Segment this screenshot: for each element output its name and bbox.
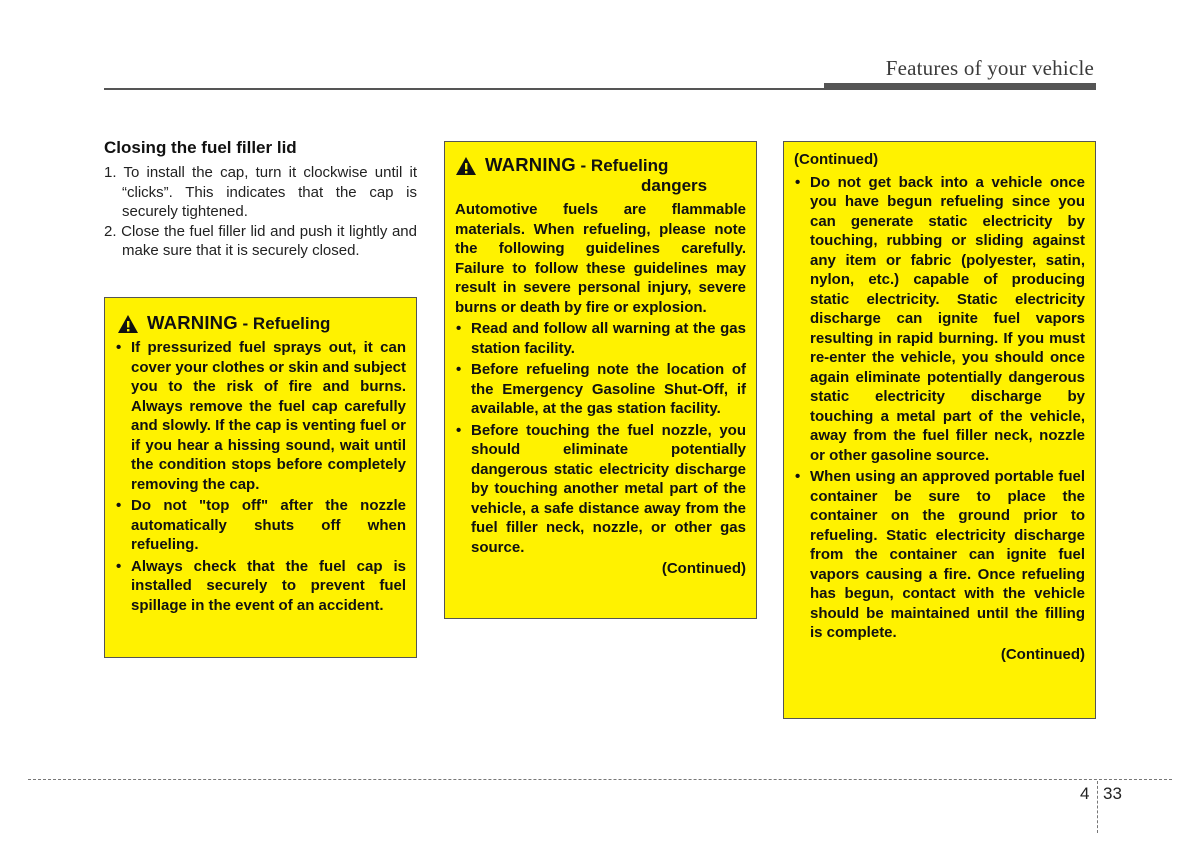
warning-box-refueling-dangers	[444, 141, 757, 619]
header-title: Features of your vehicle	[885, 56, 1094, 80]
warning-bullet: • When using an approved portable fuel container be sure to place the container on the ground prior to refueling. Static electricity discharge from the container can ignite fuel vapors causing a fire. Once refueling has begun, contact with the vehicle should be maintained until the filling is complete.	[794, 467, 1085, 643]
page-number: 33	[1103, 784, 1122, 803]
warning-box-continued	[783, 141, 1096, 719]
warning-bullet: • Always check that the fuel cap is installed securely to prevent fuel spillage in the event of an accident.	[115, 557, 406, 616]
warning-bullet: • If pressurized fuel sprays out, it can cover your clothes or skin and subject you to the risk of fire and burns. Always remove the fuel cap carefully and slowly. If the cap is venting fuel or if you hear a hissing sound, wait until the condition stops before completely removing the cap.	[115, 338, 406, 494]
warning-bullet: • Do not "top off" after the nozzle automatically shuts off when refueling.	[115, 496, 406, 555]
header-rule	[104, 88, 824, 90]
warning-subtitle-line2: dangers	[641, 176, 708, 195]
warning-subtitle: - Refueling	[575, 156, 669, 175]
warning-bullet: • Before refueling note the location of the Emergency Gasoline Shut-Off, if available, at the gas station facility.	[455, 360, 746, 419]
warning-bullet: • Before touching the fuel nozzle, you should eliminate potentially dangerous static electricity discharge by touching another metal part of the vehicle, a safe distance away from the fuel filler neck, nozzle, or other gas source.	[455, 421, 746, 558]
chapter-number: 4	[1080, 784, 1090, 803]
section-heading: Closing the fuel filler lid	[104, 138, 297, 157]
warning-bullets	[794, 173, 1085, 643]
warning-bullets	[115, 338, 406, 615]
header-rule-thick	[824, 83, 1096, 90]
instruction-steps	[104, 163, 417, 261]
instruction-step: 1. To install the cap, turn it clockwise until it “clicks”. This indicates that the cap is securely tightened.	[104, 164, 417, 220]
warning-bullet: • Read and follow all warning at the gas station facility.	[455, 319, 746, 358]
warning-word: WARNING	[147, 312, 238, 333]
warning-header	[455, 154, 746, 196]
warning-box-refueling	[104, 297, 417, 658]
warning-bullet: • Do not get back into a vehicle once you have begun refueling since you can generate static electricity by touching, rubbing or sliding against any item or fabric (polyester, satin, nylon, etc.) capable of producing static electricity. Static electricity discharge can ignite fuel vapors resulting in rapid burning. If you must re-enter the vehicle, you should once again eliminate potentially dangerous static electricity discharge by touching a metal part of the vehicle, away from the fuel filler neck, nozzle or other gasoline source.	[794, 173, 1085, 466]
warning-intro: Automotive fuels are flammable materials. When refueling, please note the following guidelines carefully. Failure to follow these guidelines may result in severe personal injury, severe burns or death by fire or explosion.	[455, 201, 746, 316]
warning-word: WARNING	[485, 154, 576, 175]
warning-triangle-icon	[455, 156, 477, 176]
warning-bullets	[455, 319, 746, 557]
footer-rule	[28, 779, 1172, 780]
warning-subtitle: - Refueling	[237, 314, 331, 333]
footer-divider	[1097, 781, 1098, 833]
warning-triangle-icon	[117, 314, 139, 334]
continued-label: (Continued)	[661, 560, 746, 577]
continued-label: (Continued)	[1000, 645, 1085, 663]
warning-header	[115, 312, 406, 334]
instruction-step: 2. Close the fuel filler lid and push it lightly and make sure that it is securely closed.	[104, 222, 417, 259]
continued-label-top: (Continued)	[794, 151, 879, 168]
